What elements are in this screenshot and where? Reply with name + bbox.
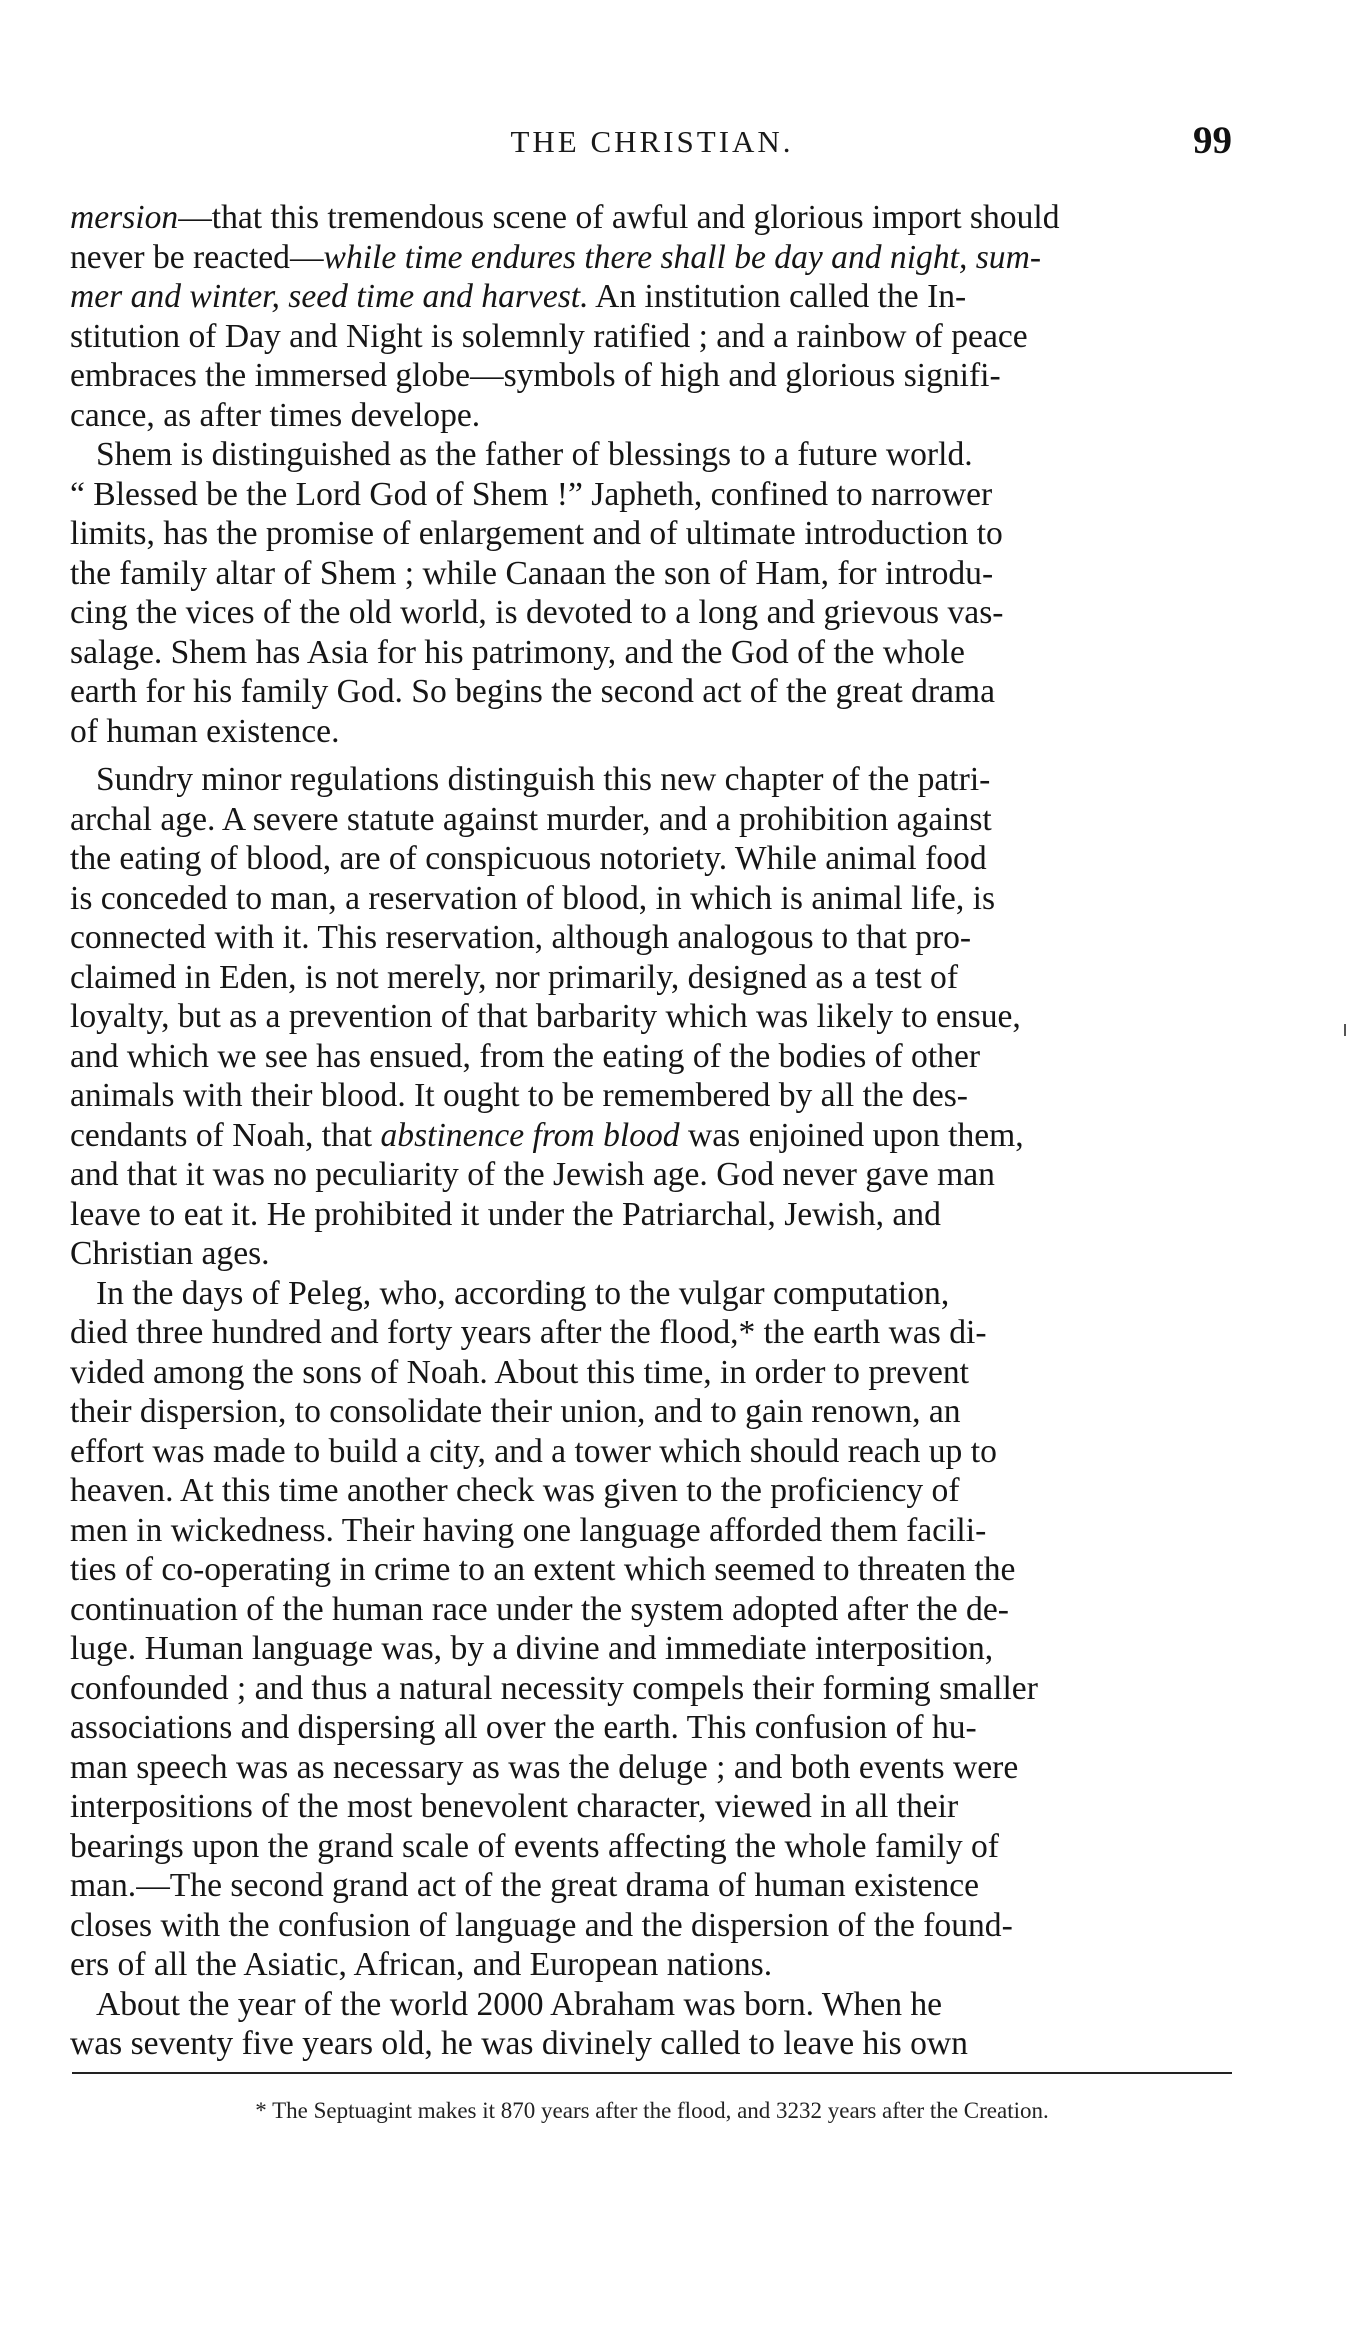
italic-phrase: abstinence from blood [380,1116,680,1154]
text-line: cing the vices of the old world, is devoted to a long and grievous vas- [70,594,1004,631]
text-line: the eating of blood, are of conspicuous notoriety. While animal food [70,840,987,877]
text-line: men in wickedness. Their having one language afforded them facili- [70,1511,987,1549]
paragraph-gap [70,751,1232,760]
text-line: Shem is distinguished as the father of blessings to a future world. [96,436,973,473]
text-line: embraces the immersed globe—symbols of high and glorious signifi- [70,357,1001,394]
text-line: claimed in Eden, is not merely, nor primarily, designed as a test of [70,958,959,996]
text-line: stitution of Day and Night is solemnly ratified ; and a rainbow of peace [70,317,1028,355]
running-title: THE CHRISTIAN. [510,124,794,159]
text-line: was seventy five years old, he was divinely called to leave his own [70,2025,968,2062]
paragraph-3 [70,760,1232,1274]
text-line: their dispersion, to consolidate their union, and to gain renown, an [70,1393,961,1430]
text-line: Sundry minor regulations distinguish this new chapter of the patri- [96,761,991,798]
text-line: never be reacted—while time endures there shall be day and night, sum- [70,238,1042,276]
page-number: 99 [1193,119,1232,162]
text-line: mersion—that this tremendous scene of awful and glorious import should [70,199,1060,236]
italic-phrase: mer and winter, seed time and harvest. [70,278,589,315]
text-line: died three hundred and forty years after the flood,* the earth was di- [70,1314,987,1351]
text-line: effort was made to build a city, and a tower which should reach up to [70,1432,997,1470]
text-line: heaven. At this time another check was given to the proficiency of [70,1472,960,1509]
text-line: ers of all the Asiatic, African, and European nations. [70,1946,773,1983]
text-line: confounded ; and thus a natural necessity compels their forming smaller [70,1669,1038,1707]
paragraph-1 [70,198,1232,435]
text-line: closes with the confusion of language and the dispersion of the found- [70,1906,1013,1944]
text-line: of human existence. [70,712,340,750]
paragraph-2 [70,435,1232,751]
text-line: the family altar of Shem ; while Canaan the son of Ham, for introdu- [70,554,994,592]
text-line: cance, as after times develope. [70,396,481,434]
text-line: In the days of Peleg, who, according to the vulgar computation, [96,1274,950,1312]
text-line: continuation of the human race under the system adopted after the de- [70,1590,1009,1628]
text-line: archal age. A severe statute against murder, and a prohibition against [70,800,992,838]
footnote-rule [72,2072,1232,2074]
paragraph-4 [70,1274,1232,1985]
text-line: interpositions of the most benevolent character, viewed in all their [70,1788,959,1825]
page-header [72,118,1232,174]
text-line: associations and dispersing all over the earth. This confusion of hu- [70,1709,977,1746]
text-line: cendants of Noah, that abstinence from blood was enjoined upon them, [70,1116,1024,1154]
text-line: bearings upon the grand scale of events affecting the whole family of [70,1827,999,1865]
text-line: animals with their blood. It ought to be remembered by all the des- [70,1077,968,1114]
text-line: and which we see has ensued, from the eating of the bodies of other [70,1037,981,1075]
text-line: earth for his family God. So begins the second act of the great drama [70,673,995,710]
text-line: ties of co-operating in crime to an extent which seemed to threaten the [70,1551,1016,1588]
text-line: connected with it. This reservation, although analogous to that pro- [70,919,972,956]
text-line: is conceded to man, a reservation of blood, in which is animal life, is [70,879,996,917]
text-line: luge. Human language was, by a divine and immediate interposition, [70,1630,994,1667]
page-edge-mark [1344,1024,1346,1036]
text-line: mer and winter, seed time and harvest. An institution called the In- [70,278,967,315]
text-line: and that it was no peculiarity of the Jewish age. God never gave man [70,1156,995,1193]
italic-phrase: mersion [70,199,179,236]
body-text [70,198,1232,2064]
text-line: Christian ages. [70,1235,270,1272]
text-line: “ Blessed be the Lord God of Shem !” Japheth, confined to narrower [70,475,993,513]
text-line: limits, has the promise of enlargement and of ultimate introduction to [70,515,1003,552]
text-line: vided among the sons of Noah. About this time, in order to prevent [70,1353,970,1391]
text-line: man.—The second grand act of the great drama of human existence [70,1867,980,1904]
italic-phrase: while time endures there shall be day and night, sum- [323,238,1042,276]
text-line: leave to eat it. He prohibited it under the Patriarchal, Jewish, and [70,1195,941,1233]
paragraph-5 [70,1985,1232,2064]
footnote: * The Septuagint makes it 870 years after the flood, and 3232 years after the Creation. [255,2098,1049,2123]
text-line: man speech was as necessary as was the deluge ; and both events were [70,1748,1019,1786]
text-line: loyalty, but as a prevention of that barbarity which was likely to ensue, [70,998,1021,1035]
text-line: salage. Shem has Asia for his patrimony, and the God of the whole [70,633,965,671]
text-line: About the year of the world 2000 Abraham was born. When he [96,1985,943,2023]
